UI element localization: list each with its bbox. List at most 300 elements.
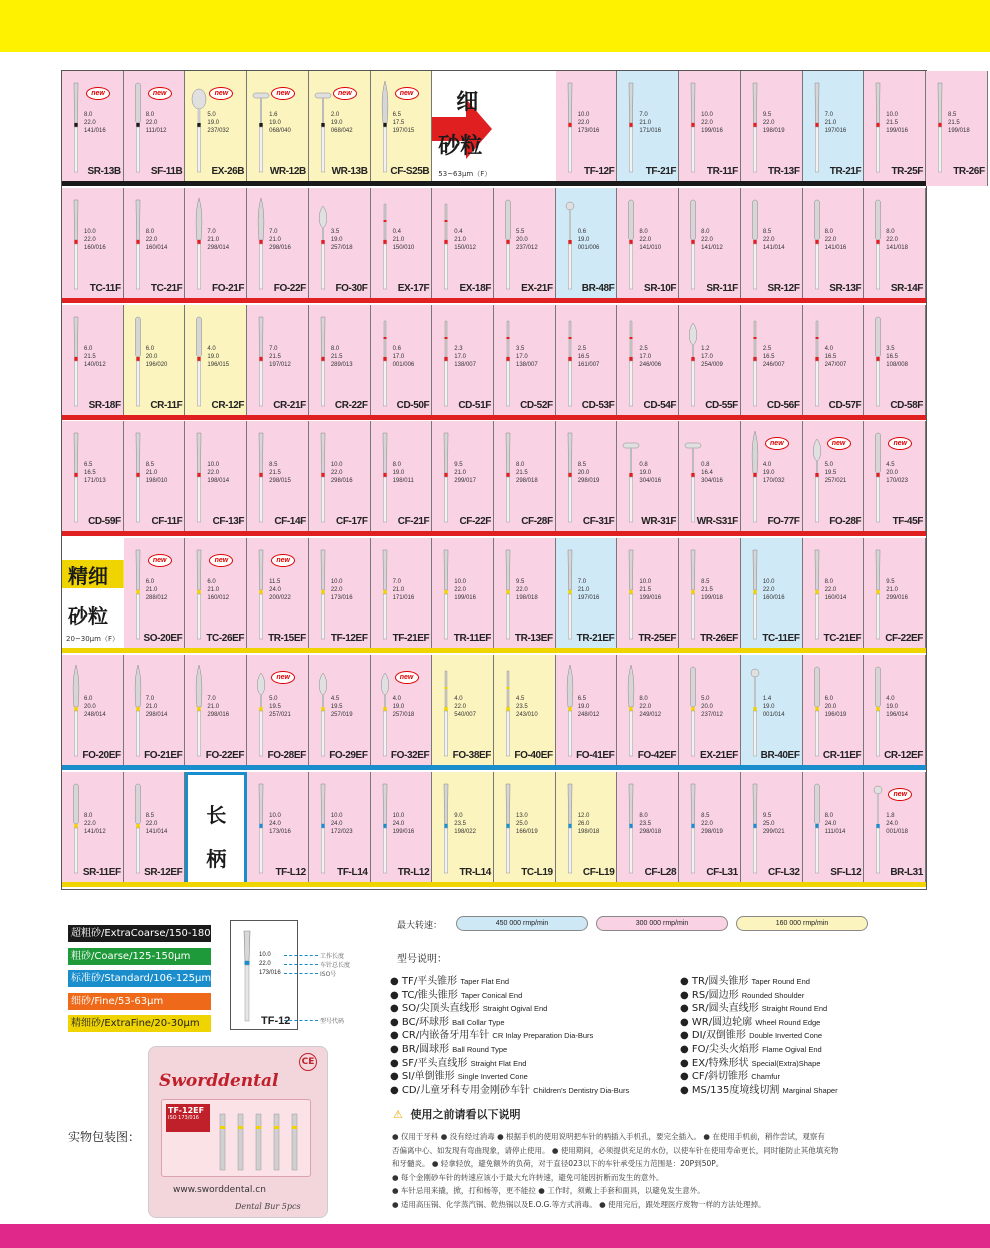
bur-cell (124, 305, 186, 420)
bur-dimensions: 4.0 19.0 196/014 (886, 696, 908, 718)
bur-shape-icon (870, 198, 886, 293)
grid-row (62, 188, 926, 303)
type-item: ● CD/儿童牙科专用金刚砂车针 Children's Dentistry Dia-Burs (390, 1084, 630, 1096)
bur-shape-icon (685, 315, 701, 410)
bur-dimensions: 10.0 22.0 160/016 (762, 579, 785, 602)
bur-dimensions: 0.8 19.0 304/016 (639, 462, 662, 485)
bur-shape-icon (809, 665, 825, 760)
bur-code: CD-56F (766, 399, 800, 411)
package-card-iso: ISO 173/016 (168, 1115, 199, 1121)
bur-cell (309, 71, 371, 186)
bur-code: TF-21F (645, 166, 677, 177)
bur-dimensions: 3.5 16.5 108/008 (886, 345, 908, 368)
bur-dimensions: 9.5 21.0 299/016 (886, 579, 908, 602)
bur-cell (617, 188, 679, 303)
bur-shape-icon (130, 81, 146, 176)
bur-code: TC-21EF (823, 633, 862, 645)
bur-shape-icon (315, 548, 331, 643)
sample-bur-icon (237, 927, 257, 1027)
bur-dimensions: 9.5 25.0 299/021 (762, 812, 785, 835)
bur-shape-icon (191, 315, 207, 410)
bur-dimensions: 0.4 21.0 150/012 (454, 228, 476, 251)
bur-shape-icon (130, 431, 146, 526)
bur-dimensions: 6.0 21.5 140/012 (84, 345, 106, 368)
bur-code: SR-12F (767, 282, 800, 294)
type-item-en: Marginal Shaper (782, 1085, 838, 1095)
section-label-long-shank (185, 772, 247, 887)
bur-dimensions: 10.0 22.0 199/016 (701, 112, 723, 134)
type-item-zh: SI/单倒锥形 (401, 1071, 455, 1083)
bur-cell (185, 188, 247, 303)
sample-note-total-length: 车针总长度 (320, 962, 351, 969)
bur-code: CF-L32 (768, 866, 800, 878)
bur-code: SF-L12 (830, 866, 862, 878)
type-item-zh: FO/尖头火焰形 (691, 1044, 759, 1055)
speed-pill-300k: 300 000 rmp/min (596, 916, 728, 931)
bur-code: TF-45F (892, 516, 923, 528)
warning-title-text: 使用之前请看以下说明 (410, 1108, 521, 1121)
bur-code: WR-13B (331, 166, 368, 177)
type-item: ● CF/斜切锥形 Chamfur (680, 1071, 780, 1083)
type-item-en: Flame Ogival End (762, 1045, 822, 1054)
grit-legend-item: 精细砂/ExtraFine/20-30μm (68, 1015, 211, 1032)
bur-cell (185, 538, 247, 653)
bur-dimensions: 10.0 24.0 172/023 (330, 812, 353, 835)
bur-dimensions: 6.5 16.5 171/013 (84, 462, 106, 485)
bur-code: WR-12B (269, 166, 306, 177)
bur-dimensions: 12.0 26.0 198/018 (577, 812, 600, 835)
bur-code: TR-13F (768, 166, 800, 177)
new-badge: new (148, 554, 172, 567)
grit-legend-item: 粗砂/Coarse/125-150μm (68, 948, 211, 965)
bur-dimensions: 0.4 21.0 150/010 (392, 228, 415, 251)
bur-code: FO-38EF (452, 750, 491, 761)
bur-shape-icon (562, 81, 578, 176)
bur-cell (124, 655, 186, 770)
bur-dimensions: 4.0 19.0 170/032 (762, 462, 785, 485)
bur-code: FO-41EF (576, 750, 615, 761)
bur-cell (494, 772, 556, 887)
bur-cell (432, 421, 494, 536)
bur-cell (371, 305, 433, 420)
package-website: www.sworddental.cn (173, 1185, 266, 1195)
bur-dimensions: 10.0 21.5 199/016 (886, 112, 908, 134)
bur-shape-icon (932, 81, 948, 176)
bur-cell (864, 71, 926, 186)
bur-cell (247, 772, 309, 887)
bur-code: FO-28F (829, 516, 862, 528)
bur-dimensions: 4.5 19.5 257/019 (330, 696, 353, 718)
bur-cell (62, 421, 124, 536)
bur-dimensions: 11.5 24.0 200/022 (269, 579, 291, 602)
sample-pointer-3 (284, 973, 318, 974)
bur-code: TC-11EF (762, 633, 800, 645)
sample-pointer-4 (284, 1020, 318, 1021)
bur-cell (864, 421, 926, 536)
bur-dimensions: 8.0 22.0 160/014 (824, 579, 847, 602)
bur-dimensions: 5.0 19.5 257/021 (824, 462, 847, 485)
bur-shape-icon (130, 198, 146, 293)
bur-cell (247, 421, 309, 536)
sample-note-iso: ISO号 (320, 971, 337, 978)
bur-shape-icon (685, 81, 701, 176)
bur-dimensions: 9.5 21.0 299/017 (454, 462, 476, 485)
sample-code: TF-12 (261, 1015, 291, 1027)
bur-dimensions: 4.0 16.5 247/007 (824, 345, 847, 368)
new-badge: new (888, 437, 912, 450)
bur-shape-icon (809, 81, 825, 176)
bur-code: TR-26F (953, 166, 985, 177)
bur-cell (803, 655, 865, 770)
bur-code: TR-21F (829, 166, 862, 177)
bur-code: CF-28F (521, 516, 553, 528)
bur-dimensions: 2.0 19.0 068/042 (330, 112, 353, 134)
grid-row (62, 772, 926, 887)
bur-dimensions: 9.5 22.0 198/019 (762, 112, 785, 134)
bur-code: EX-17F (397, 282, 430, 294)
bur-dimensions: 10.0 22.0 298/016 (330, 462, 353, 485)
bur-code: FO-40EF (514, 750, 553, 761)
bur-dimensions: 8.0 22.0 111/012 (145, 112, 167, 134)
bur-cell (247, 305, 309, 420)
bur-cell (741, 71, 803, 186)
bur-cell (741, 305, 803, 420)
bur-code: SO-20EF (143, 633, 183, 645)
bur-code: FO-21F (212, 282, 245, 294)
bur-dimensions: 7.0 21.0 298/016 (269, 228, 291, 251)
sample-pointer-2 (284, 964, 318, 965)
bur-dimensions: 10.0 22.0 173/016 (577, 112, 600, 134)
bur-cell (432, 305, 494, 420)
grid-row (62, 71, 985, 186)
bur-shape-icon (809, 782, 825, 877)
bur-shape-icon (809, 198, 825, 293)
bur-code: TC-L19 (521, 866, 553, 878)
bur-code: TR-11F (706, 166, 738, 177)
bur-shape-icon (623, 431, 639, 526)
row-grit-bar (62, 531, 926, 536)
bur-code: WR-31F (641, 516, 677, 528)
grit-legend-item: 细砂/Fine/53-63μm (68, 993, 211, 1010)
new-badge: new (271, 671, 295, 684)
grid-row (62, 421, 926, 536)
bur-shape-icon (68, 782, 84, 877)
bur-cell (741, 772, 803, 887)
bur-dimensions: 9.5 22.0 198/018 (516, 579, 538, 602)
bur-cell (371, 772, 433, 887)
bur-code: CD-52F (520, 399, 553, 411)
bur-code: CD-53F (581, 399, 615, 411)
bur-dimensions: 10.0 24.0 173/016 (269, 812, 291, 835)
bur-cell (679, 188, 741, 303)
warning-line: ● 仅用于牙科 ● 没有经过消毒 ● 根据手机的使用说明把车针的柄插入手机孔，要完全插入。 ● 在使用手机前，稍作尝试，观察有 (392, 1132, 825, 1141)
package-brand-logo: Sworddental (159, 1071, 279, 1091)
bur-code: BR-48F (581, 282, 615, 294)
bur-cell (556, 538, 618, 653)
bur-code: SR-18F (88, 399, 121, 411)
bur-code: CR-22F (334, 399, 368, 411)
grit-legend-item: 标准砂/Standard/106-125μm (68, 970, 211, 987)
bur-cell (309, 772, 371, 887)
bur-shape-icon (130, 665, 146, 760)
type-item: ● CR/内嵌备牙用车针 CR Inlay Preparation Dia-Burs (390, 1030, 594, 1042)
bur-dimensions: 7.0 21.0 298/016 (207, 696, 230, 718)
type-item-en: Taper Flat End (460, 977, 510, 986)
bur-cell (247, 71, 309, 186)
fine-label-1: 细 (456, 89, 479, 115)
bur-cell (432, 772, 494, 887)
package-photo-label: 实物包装图： (68, 1130, 141, 1144)
bur-code: CF-L28 (644, 866, 677, 878)
bur-shape-icon (809, 431, 825, 526)
bur-cell (741, 421, 803, 536)
speed-pill-450k: 450 000 rmp/min (456, 916, 588, 931)
bur-dimensions: 0.6 19.0 001/006 (577, 228, 600, 251)
type-item: ● DI/双倒锥形 Double Inverted Cone (680, 1030, 823, 1042)
bur-dimensions: 6.0 20.0 248/014 (84, 696, 106, 718)
bur-dimensions: 10.0 21.5 199/016 (639, 579, 662, 602)
type-item-en: Rounded Shoulder (741, 990, 805, 1000)
type-item: ● RS/圆边形 Rounded Shoulder (680, 989, 805, 1001)
bur-dimensions: 8.5 21.5 298/015 (269, 462, 291, 485)
bur-shape-icon (68, 315, 84, 410)
bur-code: BR-L31 (890, 866, 923, 878)
new-badge: new (395, 87, 419, 100)
bur-dimensions: 8.0 22.0 141/018 (886, 228, 908, 251)
bur-shape-icon (623, 315, 639, 410)
bur-shape-icon (315, 665, 331, 760)
long-shank-label-2: 柄 (206, 846, 227, 871)
type-item: ● TF/平头锥形 Taper Flat End (390, 976, 510, 987)
bur-code: TR-21EF (576, 633, 615, 645)
bur-dimensions: 5.0 19.5 257/021 (269, 696, 291, 718)
warning-line: 和牙髓炎。 ● 轻拿轻放，避免额外的负荷，对于直径023以下的车针承受压力范围是：20P到50P。 (392, 1159, 724, 1168)
bur-code: TR-25EF (638, 633, 677, 645)
package-burs-icon (214, 1104, 310, 1174)
bur-shape-icon (191, 198, 207, 293)
bur-code: TR-L14 (459, 866, 491, 878)
bur-shape-icon (377, 548, 393, 643)
bur-shape-icon (315, 782, 331, 877)
bur-shape-icon (130, 315, 146, 410)
bur-cell (247, 655, 309, 770)
bur-dimensions: 7.0 21.0 298/014 (207, 228, 230, 251)
bur-code: FO-42EF (637, 750, 677, 761)
bur-shape-icon (562, 548, 578, 643)
bur-shape-icon (500, 431, 516, 526)
bur-code: SR-13F (829, 282, 862, 294)
bur-dimensions: 8.0 19.0 198/011 (392, 462, 414, 485)
bur-code: CF-22F (459, 516, 491, 528)
bur-shape-icon (623, 665, 639, 760)
bur-cell (679, 772, 741, 887)
bur-code: FO-30F (335, 282, 368, 294)
bur-code: EX-26B (211, 166, 245, 177)
bur-shape-icon (315, 431, 331, 526)
bur-cell (679, 655, 741, 770)
bur-dimensions: 2.5 16.5 246/007 (762, 345, 785, 368)
bur-code: TR-26EF (700, 633, 738, 645)
bur-code: TF-12EF (330, 633, 368, 645)
bur-shape-icon (870, 548, 886, 643)
warning-line: ● 每个金刚砂车针的转速应该小于最大允许转速，避免可能因折断而发生的意外。 (392, 1172, 664, 1182)
bur-code: SR-10F (644, 282, 677, 294)
row-grit-bar (62, 298, 926, 303)
section-label-extrafine-yellow (62, 538, 124, 653)
bur-code: TF-12F (584, 166, 615, 177)
bur-code: CD-57F (828, 399, 862, 411)
bur-dimensions: 7.0 21.0 298/014 (145, 696, 168, 718)
sample-bur-diagram (230, 920, 298, 1030)
bur-code: CR-21F (273, 399, 306, 411)
type-item-zh: EX/特殊形状 (691, 1057, 749, 1069)
bur-shape-icon (191, 665, 207, 760)
bur-cell (185, 421, 247, 536)
bur-shape-icon (68, 198, 84, 293)
new-badge: new (765, 437, 789, 450)
package-photo (148, 1046, 328, 1218)
bur-dimensions: 2.5 17.0 246/006 (639, 345, 662, 368)
extrafine-grit-range: 20~30μm（F） (66, 635, 119, 644)
bur-code: CF-13F (212, 516, 245, 528)
bur-shape-icon (685, 548, 701, 643)
bur-code: SR-14F (890, 282, 923, 294)
bur-cell (556, 188, 618, 303)
bur-dimensions: 10.0 22.0 160/016 (84, 228, 106, 251)
bur-code: TR-L12 (397, 866, 430, 878)
bur-shape-icon (500, 548, 516, 643)
bur-dimensions: 5.5 20.0 237/012 (516, 228, 538, 251)
bur-shape-icon (870, 665, 886, 760)
fine-grit-range: 53~63μm（F） (438, 170, 492, 178)
bur-dimensions: 8.5 22.0 141/014 (762, 228, 785, 251)
bur-dimensions: 8.0 22.0 141/010 (639, 228, 662, 251)
bur-code: SF-11B (150, 166, 183, 177)
grid-row (62, 305, 926, 420)
warning-line: 否偏离中心、如发现有弯曲现象，请停止使用。 ● 使用期间，必须提供充足的水份，以使车针在使用寿命更长，同时能防止其他填充物 (392, 1145, 839, 1155)
bur-shape-icon (500, 782, 516, 877)
bur-code: TC-21F (150, 282, 183, 294)
new-badge: new (333, 87, 357, 100)
bur-cell (556, 71, 618, 186)
bur-shape-icon (562, 198, 578, 293)
bur-dimensions: 10.0 22.0 173/016 (330, 579, 353, 602)
bur-dimensions: 3.5 17.0 138/007 (516, 345, 538, 368)
bur-shape-icon (191, 431, 207, 526)
bur-cell (741, 655, 803, 770)
bur-shape-icon (500, 198, 516, 293)
bur-code: FO-20EF (82, 750, 121, 761)
bur-dimensions: 7.0 21.5 197/012 (269, 345, 291, 368)
bur-shape-icon (253, 81, 269, 176)
type-item: ● MS/135度境线切割 Marginal Shaper (680, 1084, 838, 1096)
bur-code: CD-59F (88, 516, 121, 528)
bur-code: FO-21EF (144, 750, 183, 761)
bur-code: TR-15EF (268, 633, 306, 645)
type-item: ● SO/尖顶头直线形 Straight Ogival End (390, 1003, 548, 1015)
type-item: ● TC/锥头锥形 Taper Conical End (390, 989, 523, 1001)
extrafine-label-1: 精细 (68, 564, 108, 589)
bur-dimensions: 8.0 21.5 298/018 (516, 462, 538, 485)
bur-cell (617, 538, 679, 653)
bur-shape-icon (68, 81, 84, 176)
bur-grid (61, 70, 985, 890)
bur-shape-icon (870, 315, 886, 410)
warning-title (393, 1106, 521, 1122)
bur-code: TF-L12 (275, 866, 306, 878)
bur-shape-icon (191, 81, 207, 176)
bur-cell (247, 538, 309, 653)
sample-numbers: 10.0 22.0 173/016 (259, 952, 281, 976)
bur-shape-icon (377, 665, 393, 760)
new-badge: new (888, 788, 912, 801)
bur-shape-icon (809, 548, 825, 643)
new-badge: new (271, 87, 295, 100)
bur-shape-icon (747, 81, 763, 176)
type-item-zh: MS/135度境线切割 (691, 1084, 780, 1096)
bur-shape-icon (562, 782, 578, 877)
type-item-en: Single Inverted Cone (457, 1072, 528, 1082)
bur-cell (864, 188, 926, 303)
type-item-en: Straight Ogival End (482, 1004, 548, 1014)
long-shank-label-1: 长 (206, 802, 227, 827)
bur-code: TR-11EF (453, 633, 491, 645)
bur-code: CF-22EF (885, 633, 923, 645)
bur-code: CF-21F (397, 516, 430, 528)
new-badge: new (209, 87, 233, 100)
type-item-zh: BR/圆球形 (401, 1044, 450, 1055)
bur-dimensions: 4.0 19.0 196/015 (207, 345, 230, 368)
bur-cell (371, 421, 433, 536)
bur-dimensions: 4.0 22.0 540/007 (454, 696, 476, 718)
bur-dimensions: 10.0 22.0 198/014 (207, 462, 230, 485)
bur-cell (62, 188, 124, 303)
sample-pointer-1 (284, 955, 318, 956)
bur-code: EX-21F (521, 282, 553, 294)
bur-dimensions: 8.5 20.0 298/019 (577, 462, 600, 485)
bur-shape-icon (438, 315, 454, 410)
type-item-en: Children's Dentistry Dia-Burs (533, 1085, 630, 1095)
bur-code: CF-31F (582, 516, 615, 528)
bur-cell (309, 655, 371, 770)
row-grit-bar (62, 181, 926, 186)
bur-dimensions: 8.5 21.0 198/010 (145, 462, 168, 485)
bur-dimensions: 1.4 19.0 001/014 (762, 696, 785, 718)
bur-code: FO-77F (767, 516, 800, 528)
bur-cell (864, 538, 926, 653)
extrafine-label-2: 砂粒 (68, 604, 108, 629)
bur-code: EX-21EF (700, 750, 738, 761)
bur-shape-icon (870, 782, 886, 877)
bur-shape-icon (623, 548, 639, 643)
bur-shape-icon (191, 548, 207, 643)
bur-shape-icon (870, 81, 886, 176)
bur-dimensions: 7.0 21.0 197/016 (577, 579, 600, 602)
bur-code: TR-13EF (514, 633, 553, 645)
type-item-zh: RS/圆边形 (691, 989, 739, 1001)
bur-cell (556, 421, 618, 536)
bur-cell (62, 305, 124, 420)
bur-code: EX-18F (459, 282, 491, 294)
type-item-en: Double Inverted Cone (749, 1031, 823, 1041)
bur-shape-icon (685, 665, 701, 760)
bur-dimensions: 9.0 23.5 198/022 (454, 812, 476, 835)
package-card-code-box (166, 1104, 210, 1132)
bur-dimensions: 8.0 22.0 141/016 (824, 228, 847, 251)
bur-shape-icon (438, 782, 454, 877)
bur-dimensions: 8.0 23.5 298/018 (639, 812, 662, 835)
bur-cell (185, 305, 247, 420)
